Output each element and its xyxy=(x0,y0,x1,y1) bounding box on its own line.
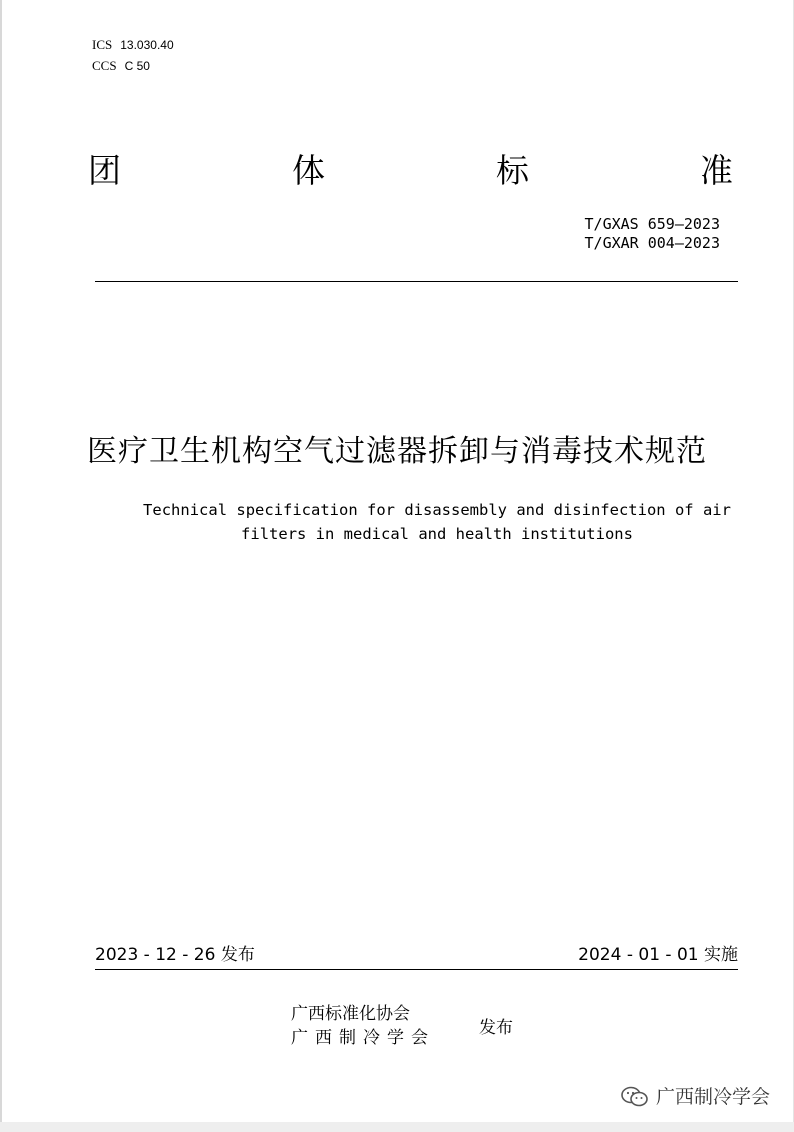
publisher-name: 广西标准化协会 xyxy=(291,1004,410,1024)
ccs-label: CCS xyxy=(92,58,117,73)
ics-line xyxy=(92,37,174,53)
wechat-icon xyxy=(620,1085,650,1109)
title-en-line: filters in medical and health institutions xyxy=(241,525,633,543)
standard-type-char: 标 xyxy=(496,151,529,190)
standard-type-char: 团 xyxy=(88,151,121,190)
publish-label: 发布 xyxy=(479,1018,513,1038)
standard-codes xyxy=(585,215,720,253)
standard-type-char: 体 xyxy=(292,151,325,190)
watermark xyxy=(620,1085,770,1109)
title-en-line: Technical specification for disassembly and disinfection of air xyxy=(143,501,731,519)
ics-label: ICS xyxy=(92,37,113,52)
publisher-name: 广西制冷学会 xyxy=(291,1028,435,1048)
standard-type-char: 准 xyxy=(700,151,733,190)
ccs-line xyxy=(92,58,150,74)
standard-type-heading xyxy=(88,150,733,192)
watermark-text: 广西制冷学会 xyxy=(656,1086,771,1108)
document-title-en xyxy=(40,498,794,546)
implementation-date: 2024 - 01 - 01 实施 xyxy=(578,945,738,965)
ics-value: 13.030.40 xyxy=(120,38,174,52)
ccs-value: C 50 xyxy=(124,59,150,73)
document-title-zh: 医疗卫生机构空气过滤器拆卸与消毒技术规范 xyxy=(87,434,707,469)
footer-divider xyxy=(95,969,738,970)
page-edge-left xyxy=(0,0,2,1122)
page-bottom-strip xyxy=(0,1122,794,1132)
standard-code: T/GXAR 004—2023 xyxy=(584,234,720,252)
publishers xyxy=(291,1002,435,1050)
issue-date: 2023 - 12 - 26 发布 xyxy=(95,945,255,965)
standard-code: T/GXAS 659—2023 xyxy=(584,215,720,233)
header-divider xyxy=(95,281,738,282)
